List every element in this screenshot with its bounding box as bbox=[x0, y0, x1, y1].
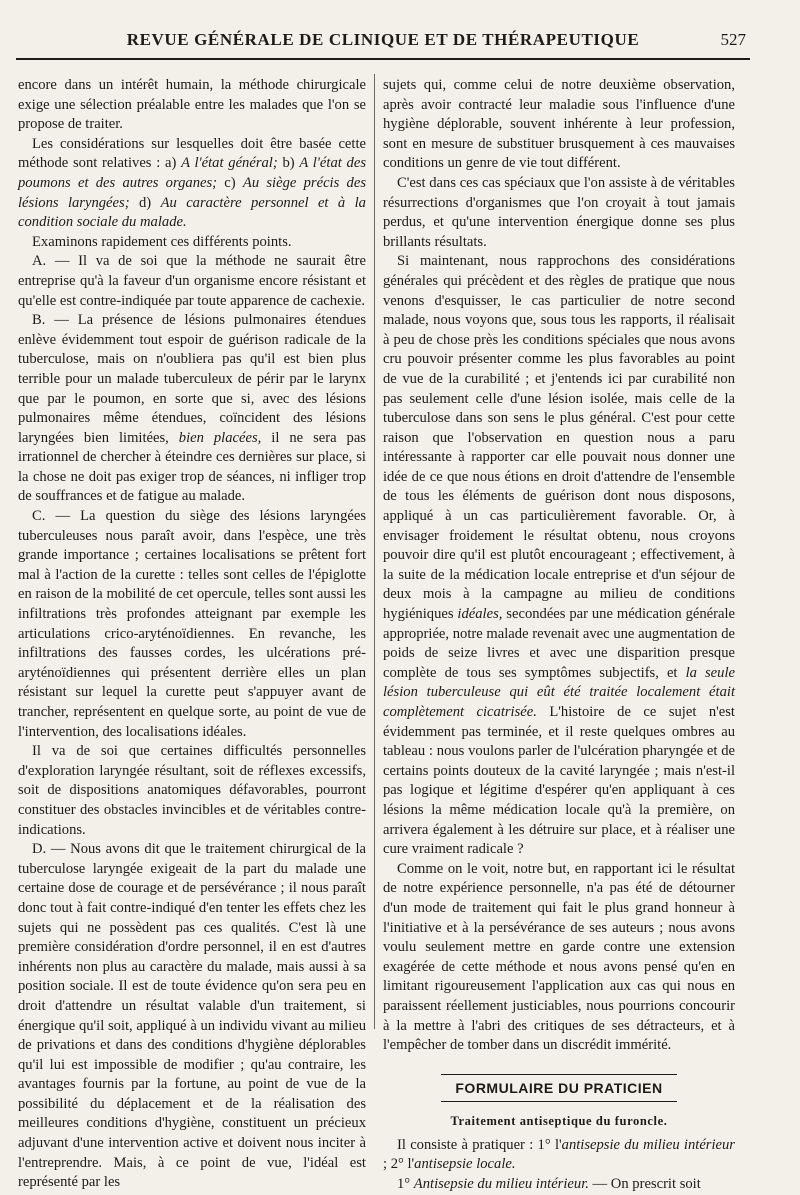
paragraph: Les considérations sur lesquelles doit être basée cette méthode sont relatives : a) A l'état général; b) A l'état des poumons et des autres organes; c) Au siège précis des lésions laryngées; d) Au caractère personnel et à la condition sociale du malade. bbox=[18, 135, 367, 231]
journal-title: REVUE GÉNÉRALE DE CLINIQUE ET DE THÉRAPEUTIQUE bbox=[126, 30, 640, 49]
paragraph: C'est dans ces cas spéciaux que l'on assiste à de véritables résurrections d'organismes que l'on croyait à tout jamais perdus, et qu'une intervention énergique donne ses plus brillants résultats. bbox=[383, 174, 735, 250]
right-column bbox=[383, 76, 735, 1195]
paragraph: Examinons rapidement ces différents points. bbox=[32, 233, 292, 250]
paragraph: 1° Antisepsie du milieu intérieur. — On prescrit soit bbox=[397, 1176, 701, 1193]
running-header bbox=[16, 28, 750, 60]
column-divider bbox=[374, 74, 375, 1029]
section-subheading: Traitement antiseptique du furoncle. bbox=[450, 1114, 668, 1129]
paragraph: Comme on le voit, notre but, en rapportant ici le résultat de notre expérience personnelle, n'a pas été de détourner d'un mode de traitement qui fait le plus grand honneur à l'initiative et à la persévérance de ses auteurs ; nous avons voulu seulement mettre en garde contre une extension exagérée de cette méthode et nous avons pensé qu'en en limitant rigoureusement l'application aux cas qui nous en paraissent réellement justiciables, nous pourrions concourir à la mettre à l'abri des critiques de ses détracteurs, et à l'empêcher de tomber dans un discrédit immérité. bbox=[383, 860, 735, 1054]
page-number: 527 bbox=[720, 30, 746, 49]
paragraph: sujets qui, comme celui de notre deuxième observation, après avoir contracté leur maladie sous l'influence d'une hygiène déplorable, souvent inhérente à leur profession, sont en mesure de substituer brusquement à ces mauvaises conditions un genre de vie tout différent. bbox=[383, 77, 735, 172]
paragraph: Si maintenant, nous rapprochons des considérations générales qui précèdent et des règles de pratique que nous venons d'esquisser, le cas particulier de notre second malade, nous voyons que, sous tous les rapports, il réalisait à peu de chose près les conditions spéciales que nous avons cru pouvoir présenter comme les plus favorables au point de vue de la curabilité ; et j'entends ici par curabilité non pas seulement celle d'une lésion isolée, mais celle de la tuberculose dans son sens le plus général. C'est pour cette raison que l'observation en question nous a paru intéressante à rapporter car elle pouvait nous donner une idée de ce que nous étions en droit d'attendre de l'ensemble de tous les éléments de guérison dont nous disposons, appliqué à un cas particulièrement favorable. Or, à envisager froidement le résultat obtenu, nous croyons pouvoir dire qu'il est plutôt encourageant ; effectivement, à la suite de la médication locale entreprise et d'un séjour de deux mois à la campagne au milieu de conditions hygiéniques idéales, secondées par une médication générale appropriée, notre malade revenait avec une augmentation de poids de seize livres et avec une disparition presque complète de tous ses symptômes subjectifs, et la seule lésion tuberculeuse qui eût été traitée localement était complètement cicatrisée. L'histoire de ce sujet n'est évidemment pas terminée, et il reste quelques ombres au tableau : nous voulons parler de l'ulcération pharyngée et de certains points douteux de la cavité laryngée ; mais n'est-il pas logique et légitime d'espérer qu'en appliquant à ces lésions la même médication locale qu'à la première, on arrivera également à les détruire sur place, et à réaliser une cure vraiment radicale ? bbox=[383, 253, 735, 858]
paragraph: encore dans un intérêt humain, la méthode chirurgicale exige une sélection préalable entre les malades que l'on se propose de traiter. bbox=[18, 77, 366, 133]
paragraph: C. — La question du siège des lésions laryngées tuberculeuses nous paraît avoir, dans l'espèce, une très grande importance ; certaines localisations se prêtent fort mal à l'action de la curette : telles sont celles de l'épiglotte en raison de la mobilité de cet opercule, telles sont aussi les infiltrations très profondes atteignant par exemple les articulations crico-aryténoïdiennes. En revanche, les infiltrations des fausses cordes, les ulcérations pré-aryténoïdiennes qui présentent derrière elles un plan résistant sur lequel la curette peut s'appuyer avant de trancher, représentent en quelque sorte, au point de vue de l'intervention, des localisations idéales. bbox=[18, 508, 366, 740]
paragraph: Il va de soi que certaines difficultés personnelles d'exploration laryngée résultant, soit de réflexes excessifs, soit de dispositions anatomiques défavorables, pourront constituer des obstacles invincibles et de véritables contre-indications. bbox=[18, 743, 366, 838]
left-column bbox=[18, 76, 366, 1193]
section-heading: FORMULAIRE DU PRATICIEN bbox=[383, 1074, 735, 1103]
paragraph: Il consiste à pratiquer : 1° l'antisepsie du milieu intérieur ; 2° l'antisepsie locale. bbox=[383, 1136, 735, 1173]
paragraph: B. — La présence de lésions pulmonaires étendues enlève évidemment tout espoir de guérison radicale de la tuberculose, mais on n'oubliera pas qu'il est bien plus terrible pour un malade tuberculeux de périr par le larynx que par le poumon, en sorte que si, avec des lésions pulmonaires même étendues, coïncident des lésions laryngées bien limitées, bien placées, il ne sera pas irrationnel de chercher à éteindre ces dernières sur place, si la chose ne doit pas exiger trop de séances, ni infliger trop de souffrances et de fatigue au malade. bbox=[18, 312, 366, 505]
paragraph: A. — Il va de soi que la méthode ne saurait être entreprise qu'à la faveur d'un organisme encore résistant et qu'elle est contre-indiquée par toute apparence de cachexie. bbox=[18, 253, 366, 309]
paragraph: D. — Nous avons dit que le traitement chirurgical de la tuberculose laryngée exigeait de la part du malade une certaine dose de courage et de persévérance ; il nous paraît donc tout à fait contre-indiqué d'en tenter les effets chez les sujets qui ne possèdent pas ces qualités. C'est là une première considération d'ordre personnel, il en est d'autres inhérents non plus au caractère du malade, mais aussi à sa position sociale. Il est de toute évidence qu'on sera peu en droit d'attendre un résultat valable d'un traitement, si énergique qu'il soit, appliqué à un individu vivant au milieu de privations et dans des conditions d'hygiène déplorables qu'il lui est impossible de modifier ; qu'au contraire, les avantages fournis par la fortune, au point de vue de la possibilité du déplacement et de la réalisation des meilleures conditions d'hygiène, constituent un précieux adjuvant d'une intervention active et doivent nous inciter à l'entreprendre. Mais, à ce point de vue, l'idéal est représenté par les bbox=[18, 841, 366, 1191]
